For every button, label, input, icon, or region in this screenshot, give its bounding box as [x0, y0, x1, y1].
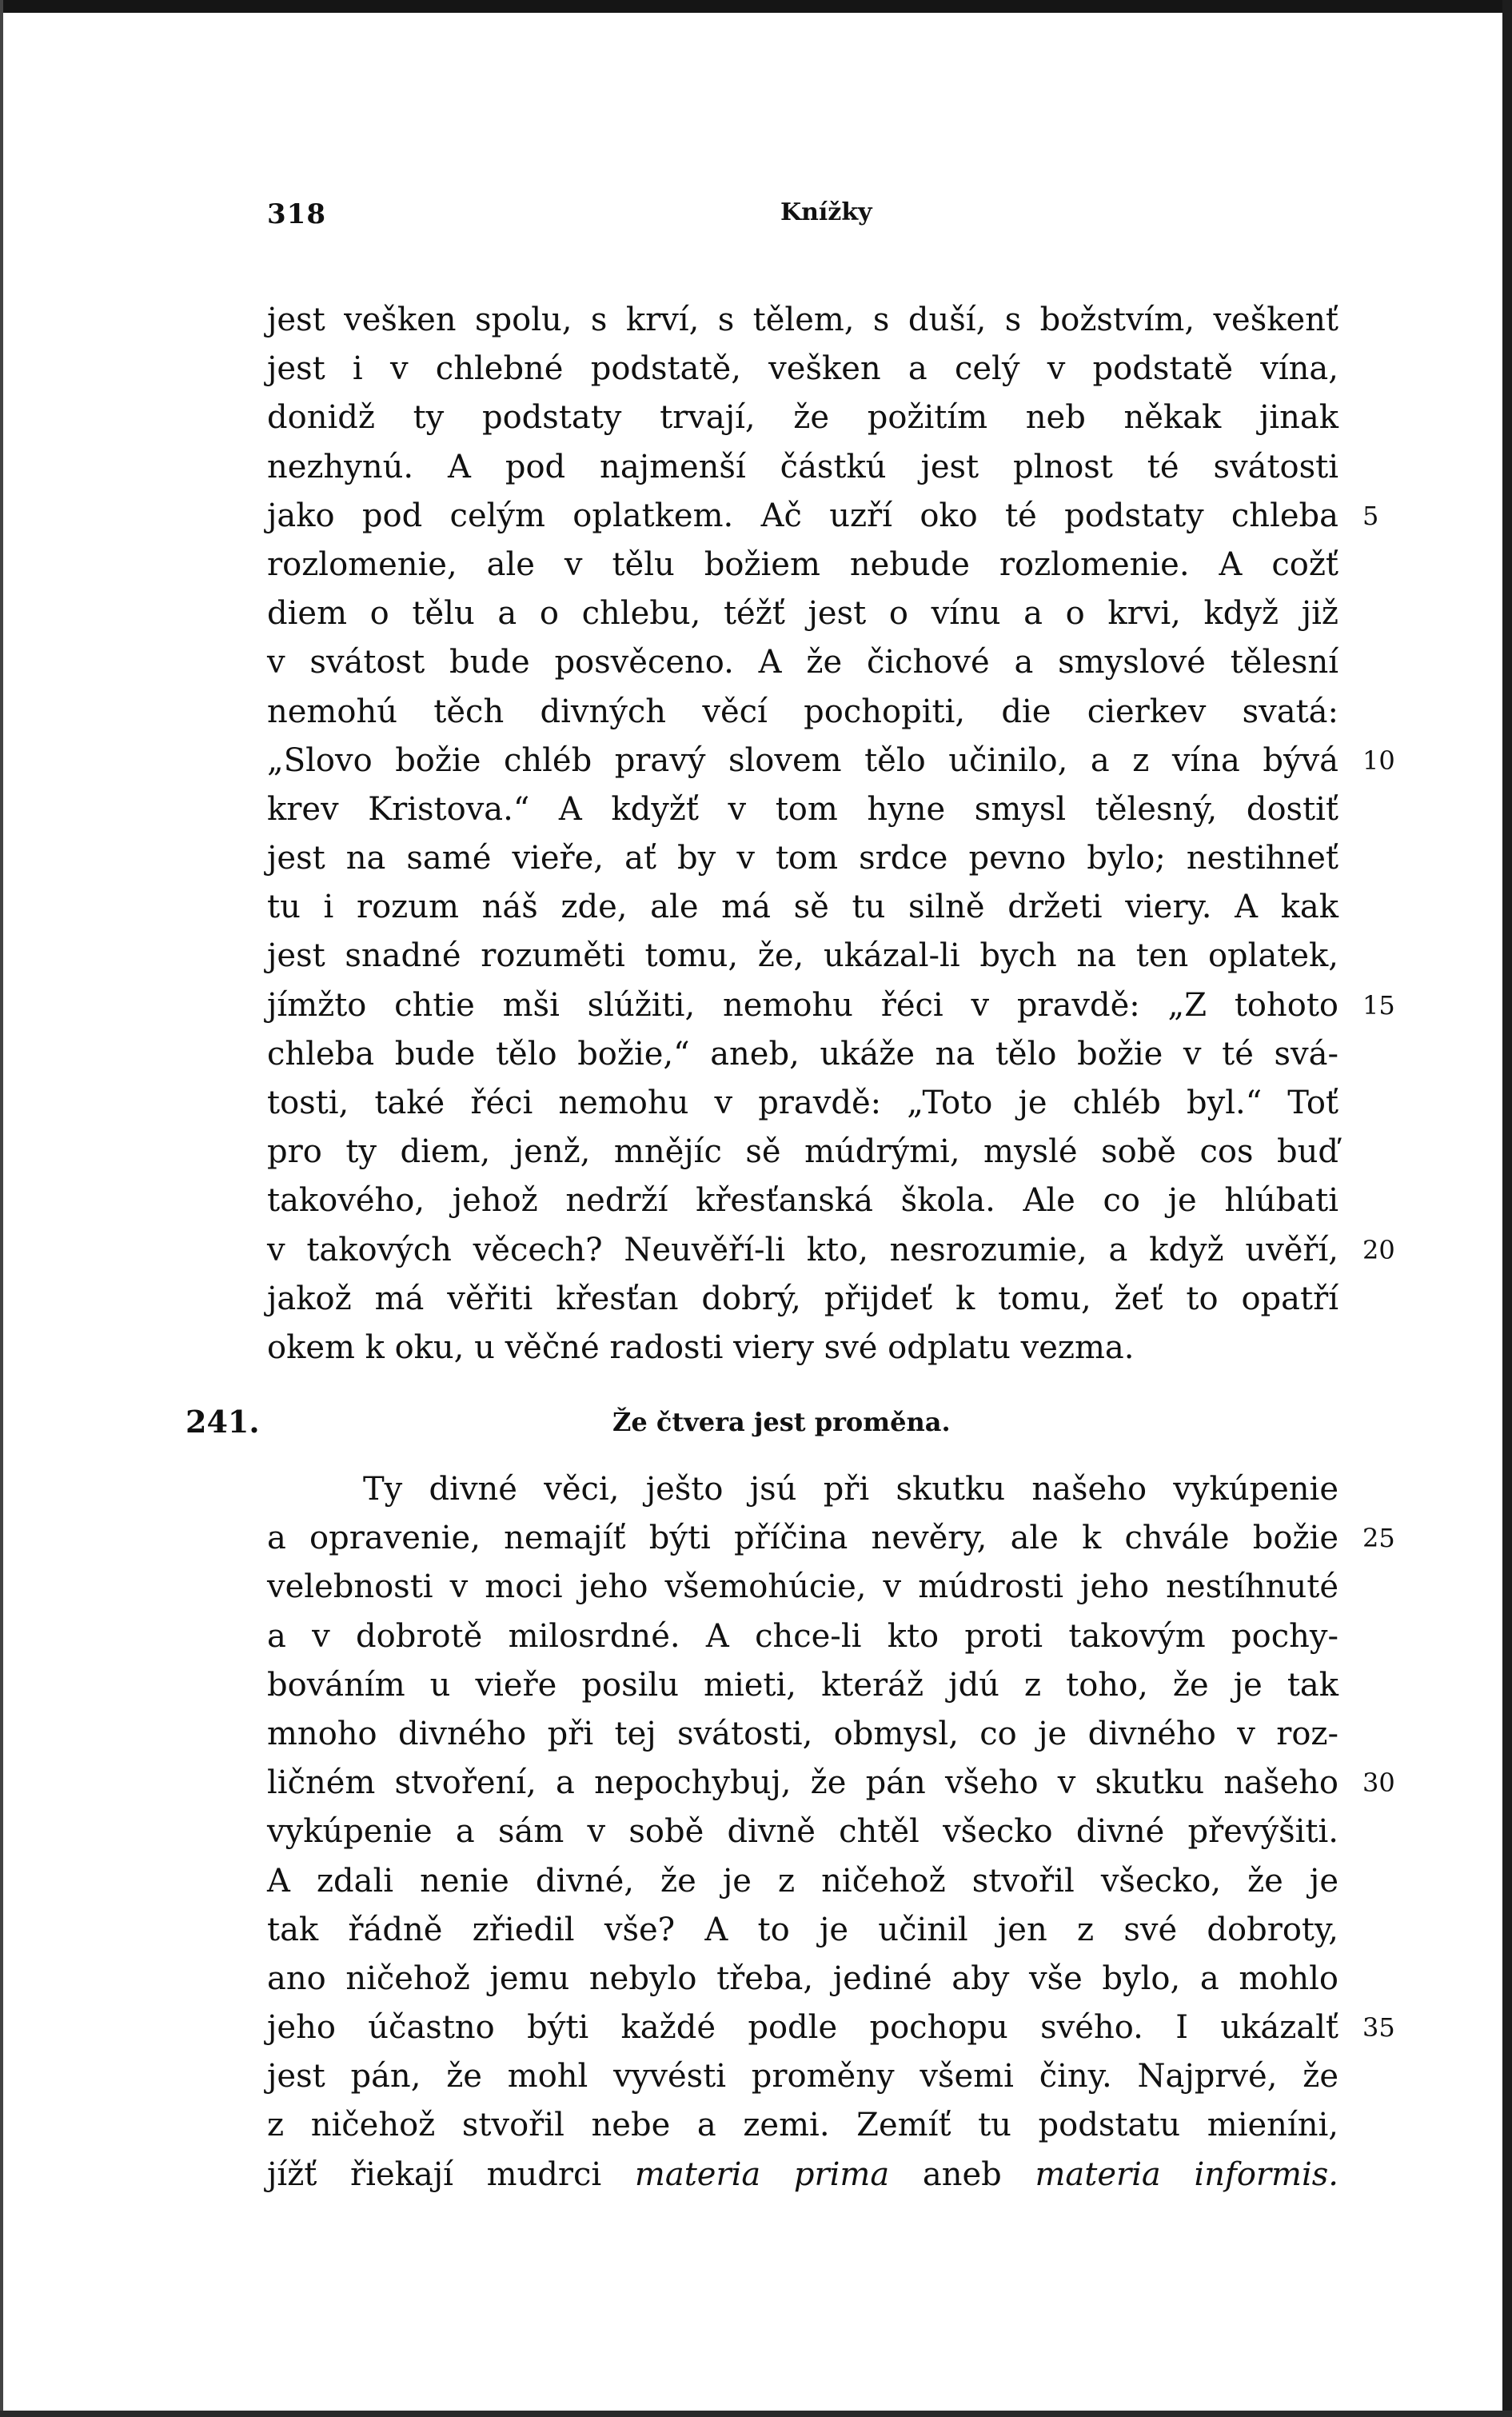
- line-number: 10: [1362, 745, 1395, 776]
- section-title: Že čtvera jest proměna.: [612, 1407, 951, 1437]
- text-line: z ničehož stvořil nebe a zemi. Zemíť tu podstatu mieníni,: [267, 2107, 1338, 2144]
- text-line: nemohú těch divných věcí pochopiti, die cierkev svatá:: [267, 693, 1338, 730]
- page-header: [267, 198, 1338, 238]
- text-line: jest i v chlebné podstatě, vešken a celý v podstatě vína,: [267, 350, 1338, 388]
- text-line: takového, jehož nedrží křesťanská škola. Ale co je hlúbati: [267, 1182, 1338, 1220]
- page-number: 318: [267, 198, 326, 230]
- line-number: 25: [1362, 1523, 1395, 1554]
- running-title: Knížky: [780, 198, 872, 226]
- latin-term: materia informis.: [1035, 2155, 1338, 2193]
- text-line: jest na samé vieře, ať by v tom srdce pevno bylo; nestihneť: [267, 840, 1338, 877]
- text-line: donidž ty podstaty trvají, že požitím neb někak jinak: [267, 399, 1338, 437]
- text-line: krev Kristova.“ A kdyžť v tom hyne smysl tělesný, dostiť: [267, 790, 1338, 828]
- line-number: 30: [1362, 1768, 1395, 1799]
- text-line: a opravenie, nemajíť býti příčina nevěry, ale k chvále božie 25: [267, 1514, 1338, 1563]
- text-line: tosti, také řéci nemohu v pravdě: „Toto je chléb byl.“ Toť: [267, 1085, 1338, 1121]
- text-line: nezhynú. A pod najmenší částkú jest plnost té svátosti: [267, 448, 1338, 485]
- text-line-final: jížť řiekají mudrci materia prima aneb materia informis.: [267, 2155, 1338, 2193]
- text-line: jest pán, že mohl vyvésti proměny všemi činy. Najprvé, že: [267, 2058, 1338, 2095]
- text-line: jeho účastno býti každé podle pochopu svého. I ukázalť 35: [267, 2004, 1338, 2052]
- line-number: 5: [1362, 500, 1379, 531]
- paragraph-2: [267, 1465, 1395, 2199]
- section-heading: [0, 1404, 1512, 1460]
- section-number: 241.: [186, 1404, 260, 1440]
- text-line: tu i rozum náš zde, ale má sě tu silně držeti viery. A kak: [267, 889, 1338, 926]
- text-line: okem k oku, u věčné radosti viery své odplatu vezma.: [267, 1328, 1135, 1366]
- text-line: v svátost bude posvěceno. A že čichové a smyslové tělesní: [267, 644, 1338, 681]
- text-line: pro ty diem, jenž, mnějíc sě múdrými, myslé sobě cos buď: [267, 1133, 1338, 1171]
- text-line: rozlomenie, ale v tělu božiem nebude rozlomenie. A cožť: [267, 545, 1338, 583]
- text-line: velebnosti v moci jeho všemohúcie, v múdrosti jeho nestíhnuté: [267, 1568, 1338, 1606]
- text-line: chleba bude tělo božie,“ aneb, ukáže na tělo božie v té svá-: [267, 1035, 1338, 1073]
- line-number: 15: [1362, 989, 1395, 1021]
- paragraph-1: [267, 296, 1395, 1372]
- text-line: Ty divné věci, ješto jsú při skutku našeho vykúpenie: [363, 1471, 1338, 1508]
- text-line: „Slovo božie chléb pravý slovem tělo učinilo, a z vína bývá 10: [267, 737, 1338, 785]
- text-line: vykúpenie a sám v sobě divně chtěl všecko divné převýšiti.: [267, 1813, 1338, 1851]
- text-line: jest snadné rozuměti tomu, že, ukázal-li bych na ten oplatek,: [267, 937, 1338, 975]
- text-line: tak řádně zřiedil vše? A to je učinil jen z své dobroty,: [267, 1911, 1338, 1948]
- text-line: bováním u vieře posilu mieti, kteráž jdú z toho, že je tak: [267, 1666, 1338, 1704]
- text-line: mnoho divného při tej svátosti, obmysl, co je divného v roz-: [267, 1715, 1338, 1752]
- text-line: jakož má věřiti křesťan dobrý, přijdeť k tomu, žeť to opatří: [267, 1280, 1338, 1317]
- text-line: jímžto chtie mši slúžiti, nemohu řéci v pravdě: „Z tohoto 15: [267, 981, 1338, 1030]
- text-line: ano ničehož jemu nebylo třeba, jediné aby vše bylo, a mohlo: [267, 1960, 1338, 1997]
- text-line: jest vešken spolu, s krví, s tělem, s duší, s božstvím, veškenť: [267, 302, 1338, 338]
- text-line: A zdali nenie divné, že je z ničehož stvořil všecko, že je: [267, 1862, 1338, 1900]
- text-line: v takových věcech? Neuvěří-li kto, nesrozumie, a když uvěří, 20: [267, 1226, 1338, 1275]
- text-line: ličném stvoření, a nepochybuj, že pán všeho v skutku našeho 30: [267, 1759, 1338, 1808]
- latin-term: materia prima: [634, 2155, 890, 2193]
- text-line: jako pod celým oplatkem. Ač uzří oko té podstaty chleba 5: [267, 492, 1338, 541]
- line-number: 20: [1362, 1234, 1395, 1265]
- text-line: a v dobrotě milosrdné. A chce-li kto proti takovým pochy-: [267, 1617, 1338, 1655]
- scan-border-bottom: [0, 2411, 1512, 2417]
- text-line: diem o tělu a o chlebu, téžť jest o vínu a o krvi, když již: [267, 595, 1338, 633]
- scan-border-right: [1502, 0, 1512, 2417]
- scan-border-left: [0, 0, 3, 2417]
- scan-border-top: [0, 0, 1512, 13]
- line-number: 35: [1362, 2012, 1395, 2043]
